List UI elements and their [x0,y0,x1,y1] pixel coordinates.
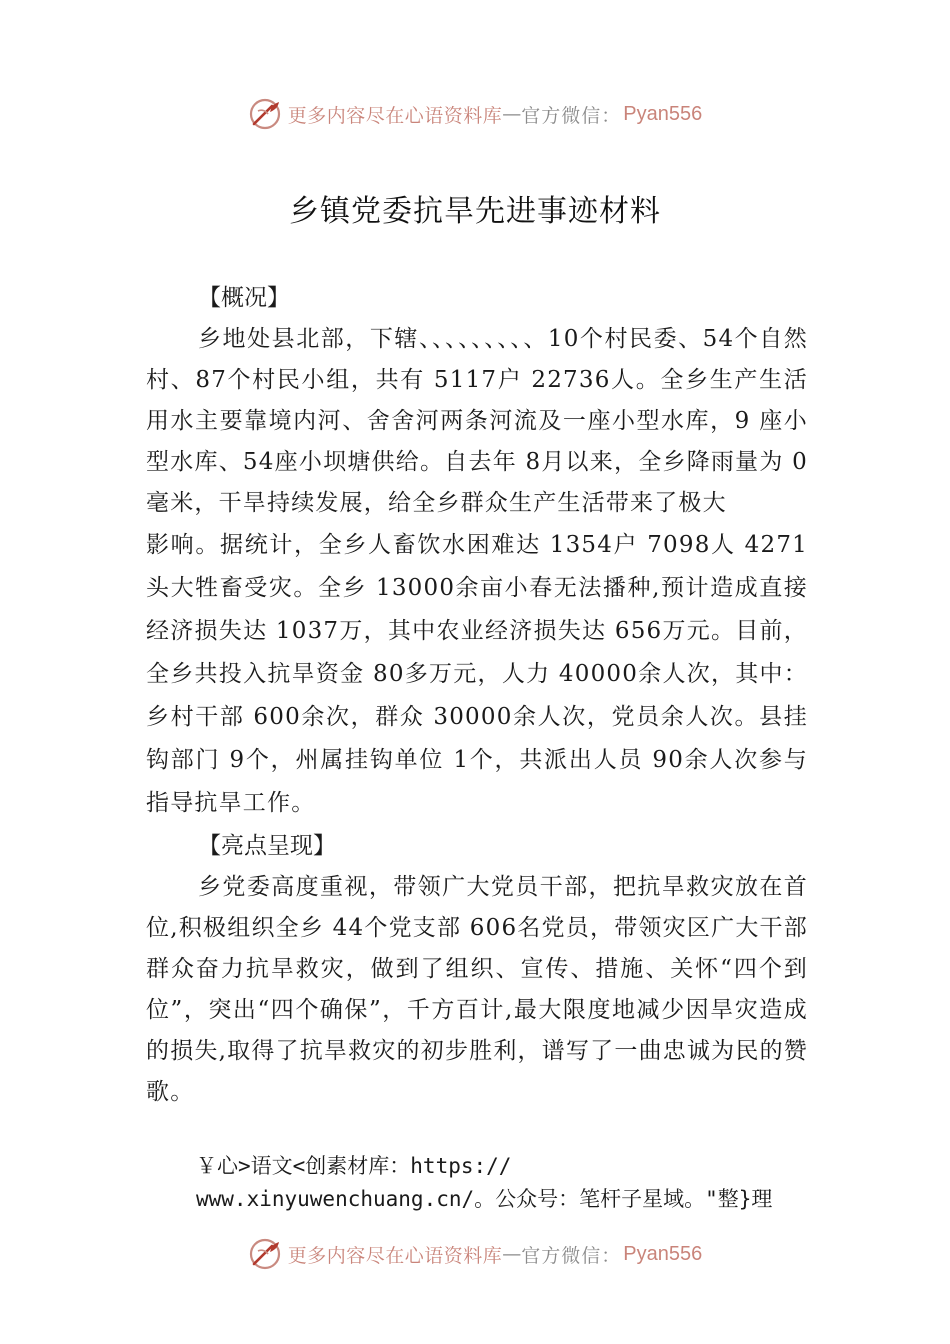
banner-dash: — [502,103,522,125]
section-heading-overview: 【概况】 [198,285,290,311]
source-note-line-2: www.xinyuwenchuang.cn/。公众号：笔杆子星域。"整}理 [196,1187,773,1211]
banner-wechat-id: Pyan556 [623,1242,703,1265]
banner-wechat-label: 官方微信： [521,104,622,127]
header-banner [0,94,950,134]
banner-dash: — [502,1243,522,1265]
footer-banner [0,1234,950,1274]
quill-logo-icon [248,97,282,131]
section-heading-highlights: 【亮点呈现】 [198,833,336,859]
banner-wechat-id: Pyan556 [623,102,703,125]
highlights-paragraph: 乡党委高度重视，带领广大党员干部，把抗旱救灾放在首位,积极组织全乡 44个党支部 606名党员，带领灾区广大干部群众奋力抗旱救灾，做到了组织、宣传、措施、关怀“四个到位”，突出“四个确保”，千方百计,最大限度地减少因旱灾造成的损失,取得了抗旱救灾的初步胜利，谱写了一曲忠诚为民的赞歌。 [146,874,808,1105]
banner-main-text: 更多内容尽在心语资料库 [287,104,503,127]
banner-wechat-label: 官方微信： [521,1244,622,1267]
source-note [196,1150,896,1216]
quill-logo-icon [248,1237,282,1271]
overview-paragraph-1: 乡地处县北部，下辖、、、、、、、、、10个村民委、54个自然村、87个村民小组，共有 5117户 22736人。全乡生产生活用水主要靠境内河、舍舍河两条河流及一座小型水库，9 座小型水库、54座小坝塘供给。自去年 8月以来，全乡降雨量为 0毫米，干旱持续发展，给全乡群众生产生活带来了极大 [146,326,808,516]
document-body [146,277,808,1113]
source-note-line-1: ￥心>语文<创素材库：https:// [196,1154,512,1178]
page-title: 乡镇党委抗旱先进事迹材料 [289,194,661,229]
overview-paragraph-2: 影响。据统计，全乡人畜饮水困难达 1354户 7098人 4271头大牲畜受灾。全乡 13000余亩小春无法播种,预计造成直接经济损失达 1037万，其中农业经济损失达 656万元。目前，全乡共投入抗旱资金 80多万元，人力 40000余人次，其中：乡村干部 600余次，群众 30000余人次，党员余人次。县挂钩部门 9个，州属挂钩单位 1个，共派出人员 90余人次参与指导抗旱工作。 [146,532,808,816]
banner-main-text: 更多内容尽在心语资料库 [287,1244,503,1267]
